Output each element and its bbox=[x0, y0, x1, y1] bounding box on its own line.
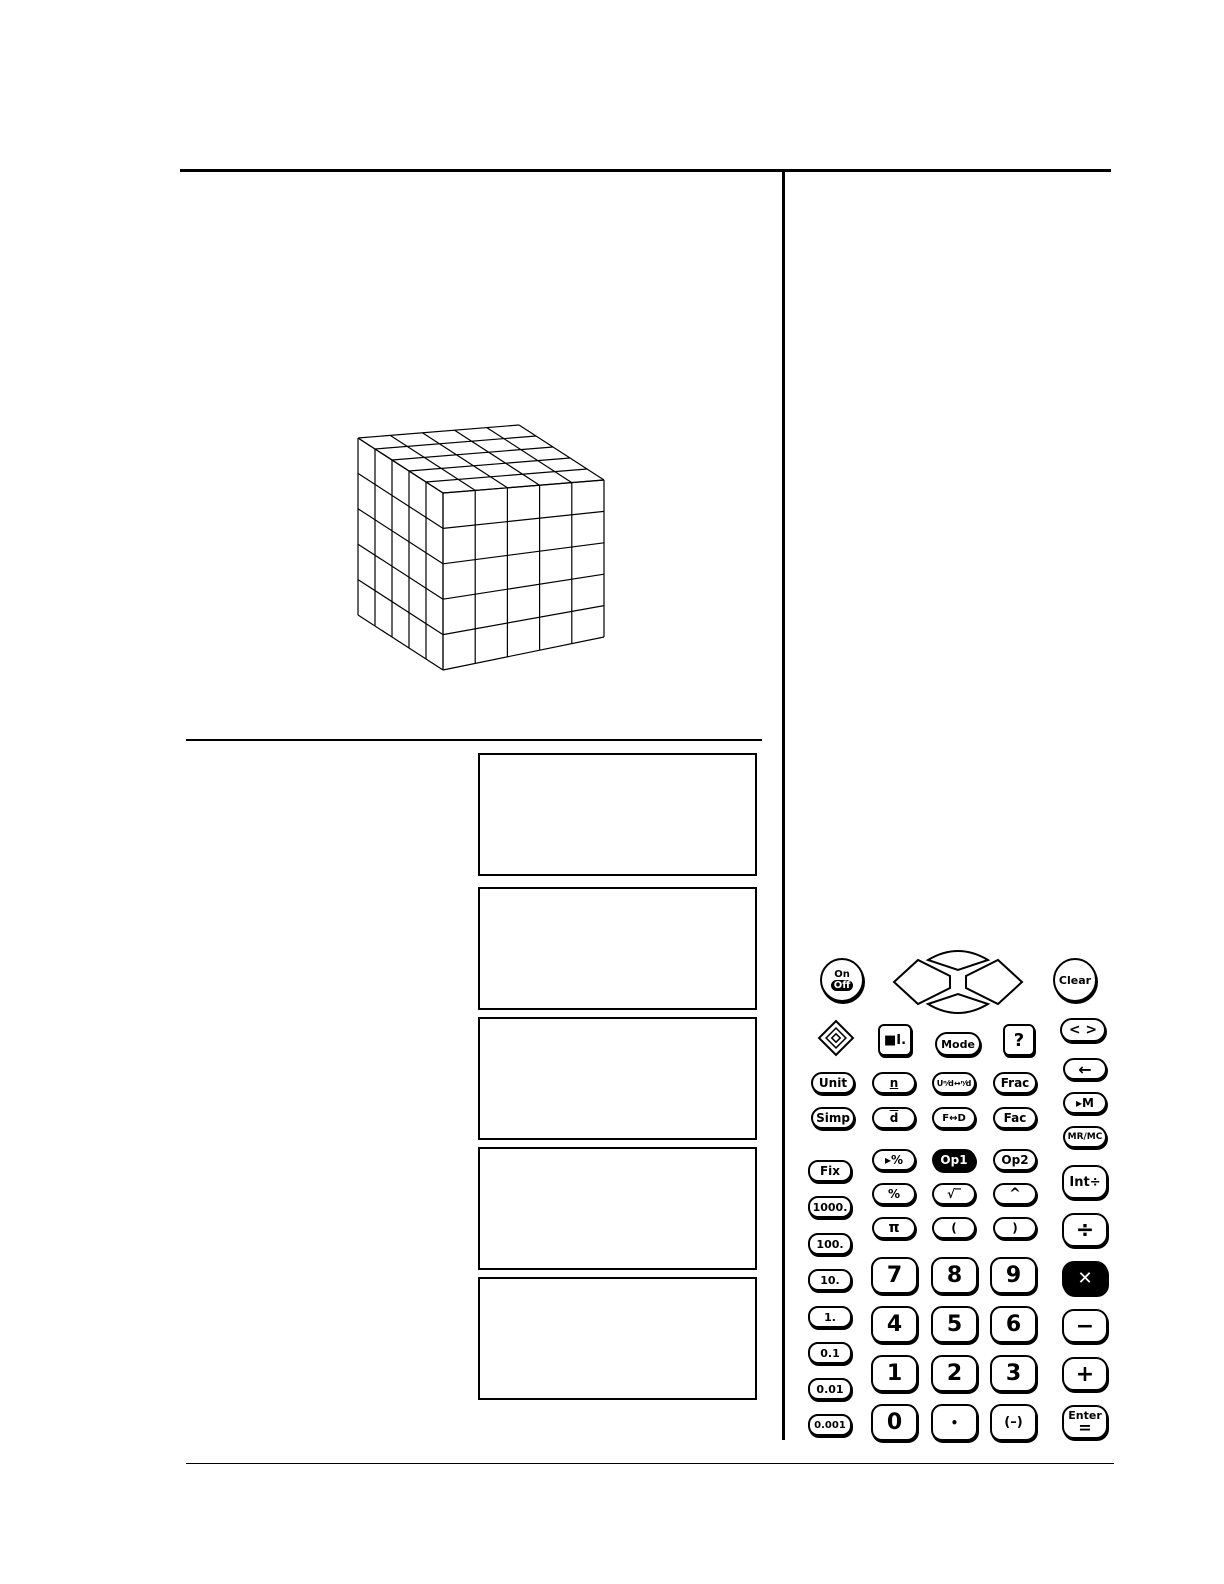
place-1000-button[interactable] bbox=[808, 1196, 852, 1218]
toggle-label: < > bbox=[1068, 1022, 1098, 1038]
power-icon: ^ bbox=[1009, 1186, 1021, 1202]
int-divide-label: Int÷ bbox=[1069, 1174, 1101, 1190]
f-to-d-label: F↔D bbox=[942, 1112, 966, 1124]
cube-top-depth-line bbox=[519, 425, 604, 480]
bottom-rule bbox=[186, 1463, 1114, 1464]
mr-mc-button[interactable] bbox=[1063, 1126, 1107, 1148]
unit-label: Unit bbox=[818, 1076, 848, 1090]
help-button[interactable] bbox=[1003, 1024, 1035, 1056]
sqrt-icon: √‾ bbox=[946, 1187, 961, 1201]
numerator-label: n bbox=[889, 1076, 899, 1090]
mixed-toggle-button[interactable] bbox=[932, 1072, 976, 1094]
cube-top-width-line bbox=[426, 469, 587, 482]
clear-label: Clear bbox=[1058, 973, 1092, 987]
sqrt-button[interactable] bbox=[932, 1183, 976, 1205]
fix-button[interactable] bbox=[808, 1160, 852, 1182]
digit-6-label: 6 bbox=[1005, 1312, 1022, 1337]
to-percent-label: ▸% bbox=[884, 1153, 904, 1167]
frac-button[interactable] bbox=[993, 1072, 1037, 1094]
decimal-button[interactable] bbox=[931, 1404, 978, 1441]
arrow-pad bbox=[890, 946, 1026, 1018]
cube-left-depth-line bbox=[358, 544, 443, 599]
place-0-001-button[interactable] bbox=[808, 1414, 852, 1436]
int-divide-button[interactable] bbox=[1062, 1165, 1108, 1199]
cube-top-depth-line bbox=[487, 428, 572, 483]
rparen-label: ) bbox=[1012, 1221, 1018, 1235]
display-label: ■I. bbox=[883, 1032, 907, 1048]
left-arrow-key[interactable] bbox=[894, 960, 950, 1004]
f-to-d-button[interactable] bbox=[932, 1107, 976, 1129]
cube-top-width-line bbox=[392, 447, 553, 460]
digit-7-label: 7 bbox=[886, 1263, 903, 1288]
divide-button[interactable] bbox=[1062, 1213, 1108, 1247]
digit-5-label: 5 bbox=[946, 1312, 963, 1337]
help-label: ? bbox=[1013, 1029, 1025, 1051]
divide-icon: ÷ bbox=[1075, 1217, 1095, 1243]
multiply-button[interactable] bbox=[1062, 1261, 1108, 1295]
cube-left-depth-line bbox=[358, 615, 443, 670]
down-arrow-key[interactable] bbox=[928, 994, 988, 1013]
cube-top-width-line bbox=[443, 480, 604, 493]
place-0-1-label: 0.1 bbox=[820, 1346, 840, 1360]
fac-button[interactable] bbox=[993, 1107, 1037, 1129]
enter-label: Enter bbox=[1068, 1409, 1102, 1422]
place-1-label: 1. bbox=[824, 1310, 836, 1324]
add-button[interactable] bbox=[1062, 1357, 1108, 1391]
backspace-button[interactable] bbox=[1063, 1058, 1107, 1080]
cube-left-depth-line bbox=[358, 438, 443, 493]
percent-button[interactable] bbox=[872, 1183, 916, 1205]
fix-label: Fix bbox=[819, 1164, 841, 1178]
digit-9-label: 9 bbox=[1005, 1263, 1022, 1288]
cube-top-depth-line bbox=[455, 430, 540, 485]
simp-button[interactable] bbox=[811, 1107, 855, 1129]
multiply-icon: ✕ bbox=[1077, 1267, 1093, 1289]
digit-0-label: 0 bbox=[886, 1410, 903, 1435]
diamond-spiral-icon[interactable] bbox=[816, 1018, 856, 1058]
digit-5-button[interactable] bbox=[931, 1306, 978, 1343]
display-button[interactable] bbox=[878, 1024, 912, 1056]
denominator-label: d bbox=[889, 1111, 899, 1125]
digit-8-button[interactable] bbox=[931, 1257, 978, 1294]
top-rule bbox=[180, 169, 1111, 172]
decimal-label: • bbox=[950, 1415, 959, 1430]
column-divider bbox=[782, 170, 785, 1440]
simp-label: Simp bbox=[816, 1111, 850, 1125]
negative-label: (–) bbox=[1004, 1415, 1023, 1430]
cube-top-depth-line bbox=[422, 433, 507, 488]
place-10-label: 10. bbox=[820, 1273, 840, 1287]
place-1-button[interactable] bbox=[808, 1306, 852, 1328]
equals-icon: = bbox=[1078, 1418, 1092, 1437]
mode-button[interactable] bbox=[935, 1032, 981, 1056]
digit-2-label: 2 bbox=[946, 1361, 963, 1386]
cube-figure bbox=[350, 420, 612, 678]
negative-button[interactable] bbox=[990, 1404, 1037, 1441]
digit-4-button[interactable] bbox=[871, 1306, 918, 1343]
place-100-button[interactable] bbox=[808, 1233, 852, 1255]
mode-label: Mode bbox=[941, 1037, 975, 1051]
place-0-001-label: 0.001 bbox=[814, 1419, 846, 1431]
calculator-screen-4 bbox=[478, 1147, 757, 1270]
calculator-screen-5 bbox=[478, 1277, 757, 1400]
to-percent-button[interactable] bbox=[872, 1149, 916, 1171]
store-m-label: ▸M bbox=[1076, 1096, 1094, 1110]
digit-6-button[interactable] bbox=[990, 1306, 1037, 1343]
digit-0-button[interactable] bbox=[871, 1404, 918, 1441]
pi-button[interactable] bbox=[872, 1217, 916, 1239]
off-label: Off bbox=[831, 980, 854, 991]
pi-icon: π bbox=[888, 1220, 900, 1236]
section-rule bbox=[186, 739, 762, 741]
cube-top-width-line bbox=[409, 458, 570, 471]
op1-button[interactable] bbox=[932, 1149, 976, 1171]
lparen-label: ( bbox=[951, 1221, 957, 1235]
power-button[interactable] bbox=[993, 1183, 1037, 1205]
digit-1-label: 1 bbox=[886, 1361, 903, 1386]
cube-top-width-line bbox=[375, 436, 536, 449]
on-off-button[interactable] bbox=[820, 958, 864, 1002]
cube-front-horizontal-line bbox=[443, 511, 604, 528]
percent-label: % bbox=[887, 1187, 901, 1201]
cube-front-horizontal-line bbox=[443, 637, 604, 670]
store-m-button[interactable] bbox=[1063, 1092, 1107, 1114]
cube-left-depth-line bbox=[358, 509, 443, 564]
place-10-button[interactable] bbox=[808, 1269, 852, 1291]
add-icon: + bbox=[1075, 1361, 1095, 1387]
right-arrow-key[interactable] bbox=[966, 960, 1022, 1004]
mixed-toggle-label: Uⁿ⁄d↔ⁿ⁄d bbox=[936, 1078, 972, 1088]
place-0-01-label: 0.01 bbox=[816, 1382, 844, 1396]
cube-front-horizontal-line bbox=[443, 606, 604, 635]
digit-2-button[interactable] bbox=[931, 1355, 978, 1392]
subtract-icon: − bbox=[1075, 1313, 1095, 1339]
clear-button[interactable] bbox=[1053, 958, 1097, 1002]
digit-1-button[interactable] bbox=[871, 1355, 918, 1392]
on-label: On bbox=[834, 969, 850, 980]
lparen-button[interactable] bbox=[932, 1217, 976, 1239]
subtract-button[interactable] bbox=[1062, 1309, 1108, 1343]
cube-top-depth-line bbox=[390, 435, 475, 490]
numerator-button[interactable] bbox=[872, 1072, 916, 1094]
calculator-screen-1 bbox=[478, 753, 757, 876]
place-1000-label: 1000. bbox=[812, 1200, 848, 1214]
digit-9-button[interactable] bbox=[990, 1257, 1037, 1294]
denominator-button[interactable] bbox=[872, 1107, 916, 1129]
cube-lines bbox=[358, 425, 604, 670]
calculator-screen-3 bbox=[478, 1017, 757, 1140]
up-arrow-key[interactable] bbox=[928, 951, 988, 970]
unit-button[interactable] bbox=[811, 1072, 855, 1094]
digit-7-button[interactable] bbox=[871, 1257, 918, 1294]
place-0-1-button[interactable] bbox=[808, 1342, 852, 1364]
cube-front-horizontal-line bbox=[443, 574, 604, 599]
op2-button[interactable] bbox=[993, 1149, 1037, 1171]
cube-top-width-line bbox=[358, 425, 519, 438]
digit-4-label: 4 bbox=[886, 1312, 903, 1337]
backspace-icon: ← bbox=[1078, 1059, 1092, 1079]
fac-label: Fac bbox=[1003, 1111, 1027, 1125]
digit-8-label: 8 bbox=[946, 1263, 963, 1288]
place-100-label: 100. bbox=[816, 1237, 844, 1251]
op2-label: Op2 bbox=[1001, 1153, 1029, 1167]
mr-mc-label: MR/MC bbox=[1067, 1132, 1103, 1142]
diamond-spiral-icon-graphic bbox=[816, 1018, 856, 1058]
cube-left-depth-line bbox=[358, 580, 443, 635]
toggle-button[interactable] bbox=[1060, 1018, 1106, 1042]
frac-label: Frac bbox=[1000, 1076, 1030, 1090]
cube-front-horizontal-line bbox=[443, 543, 604, 564]
calculator-screen-2 bbox=[478, 887, 757, 1010]
rparen-button[interactable] bbox=[993, 1217, 1037, 1239]
op1-label: Op1 bbox=[940, 1153, 968, 1167]
place-0-01-button[interactable] bbox=[808, 1378, 852, 1400]
enter-button[interactable] bbox=[1062, 1405, 1108, 1439]
digit-3-label: 3 bbox=[1005, 1361, 1022, 1386]
digit-3-button[interactable] bbox=[990, 1355, 1037, 1392]
